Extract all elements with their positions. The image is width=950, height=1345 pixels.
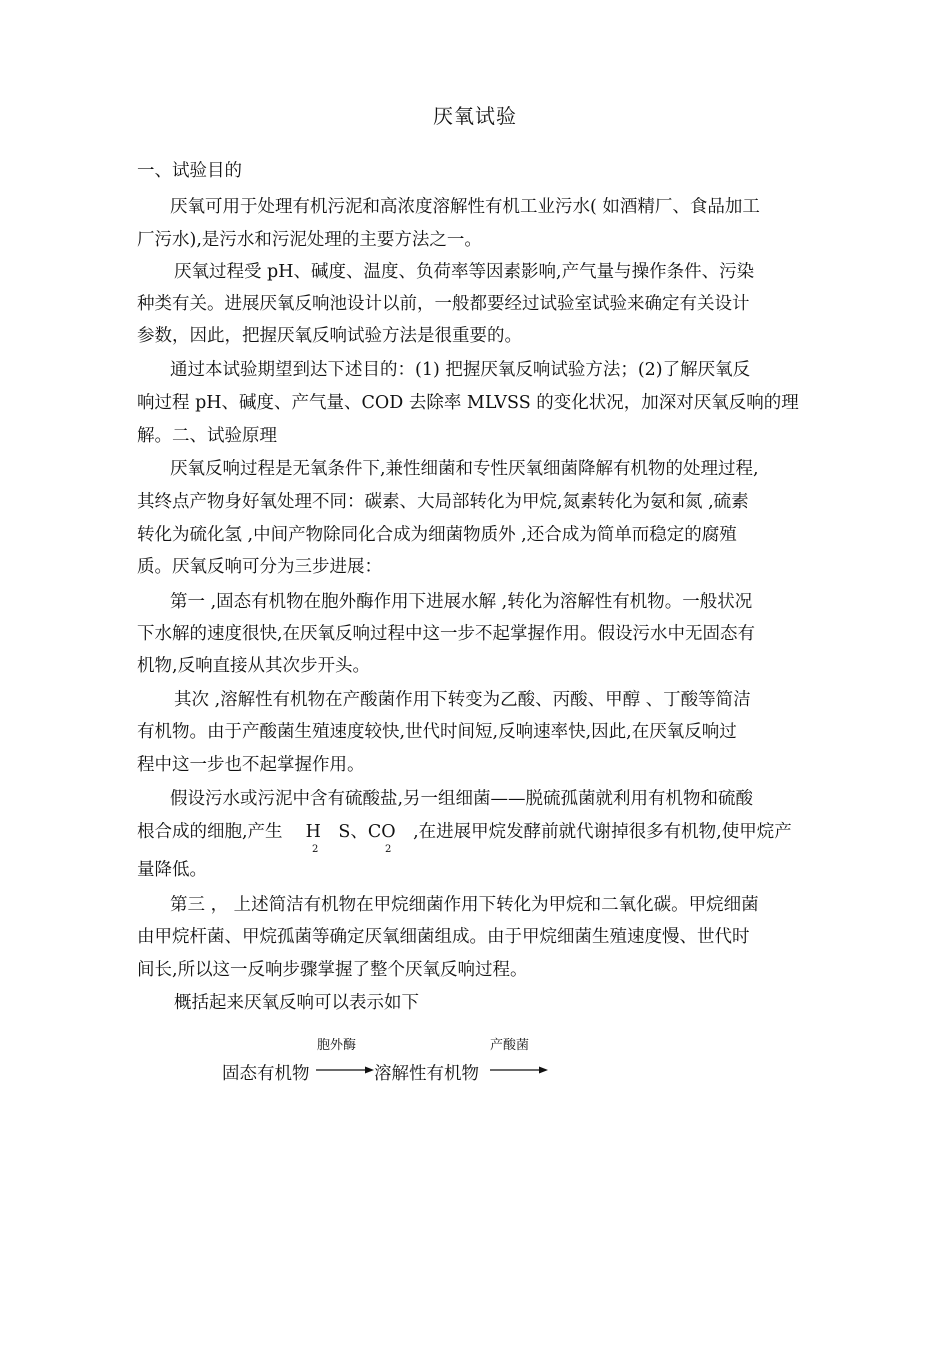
arrow-icon	[316, 1060, 374, 1080]
soluble-organics-term: 溶解性有机物	[374, 1064, 479, 1084]
paragraph-line: 种类有关。进展厌氧反响池设计以前，一般都要经过试验室试验来确定有关设计	[137, 294, 750, 314]
paragraph-line: 概括起来厌氧反响可以表示如下	[174, 993, 419, 1013]
paragraph-line: 厌氧反响过程是无氧条件下,兼性细菌和专性厌氧细菌降解有机物的处理过程,	[170, 459, 759, 479]
solid-organics-term: 固态有机物	[222, 1064, 310, 1084]
paragraph-line: 响过程 pH、碱度、产气量、COD 去除率 MLVSS 的变化状况，加深对厌氧反响的理	[137, 393, 799, 413]
paragraph-line: 间长,所以这一反响步骤掌握了整个厌氧反响过程。	[137, 960, 528, 980]
paragraph-line: 量降低。	[137, 860, 207, 880]
paragraph-line: 假设污水或污泥中含有硫酸盐,另一组细菌——脱硫孤菌就利用有机物和硫酸	[170, 789, 754, 809]
enzyme-label: 胞外酶	[317, 1038, 357, 1053]
paragraph-line: 下水解的速度很快,在厌氧反响过程中这一步不起掌握作用。假设污水中无固态有	[137, 624, 756, 644]
paragraph-line: 根合成的细胞,产生 H S、CO ,在进展甲烷发酵前就代谢掉很多有机物,使甲烷产	[137, 822, 792, 842]
paragraph-line: 程中这一步也不起掌握作用。	[137, 755, 365, 775]
paragraph-line: 机物,反响直接从其次步开头。	[137, 656, 371, 676]
paragraph-line: 参数，因此，把握厌氧反响试验方法是很重要的。	[137, 326, 522, 346]
subscript-co2: 2	[385, 844, 392, 855]
paragraph-line: 转化为硫化氢 ,中间产物除同化合成为细菌物质外 ,还合成为简单而稳定的腐殖	[137, 525, 737, 545]
paragraph-line: 第一 ,固态有机物在胞外酶作用下进展水解 ,转化为溶解性有机物。一般状况	[170, 592, 753, 612]
paragraph-line: 解。二、试验原理	[137, 426, 277, 446]
subscript-h2s: 2	[312, 844, 319, 855]
paragraph-line: 第三 ， 上述简洁有机物在甲烷细菌作用下转化为甲烷和二氧化碳。甲烷细菌	[170, 895, 759, 915]
paragraph-line: 通过本试验期望到达下述目的：(1) 把握厌氧反响试验方法；(2)了解厌氧反	[170, 360, 751, 380]
section-heading-purpose: 一、试验目的	[137, 161, 242, 181]
document-title: 厌氧试验	[433, 104, 517, 128]
arrow-icon	[490, 1060, 548, 1080]
paragraph-line: 其终点产物身好氧处理不同：碳素、大局部转化为甲烷,氮素转化为氨和氮 ,硫素	[137, 492, 749, 512]
acidogen-label: 产酸菌	[490, 1038, 530, 1053]
paragraph-line: 有机物。由于产酸菌生殖速度较快,世代时间短,反响速率快,因此,在厌氧反响过	[137, 722, 737, 742]
paragraph-line: 由甲烷杆菌、甲烷孤菌等确定厌氧细菌组成。由于甲烷细菌生殖速度慢、世代时	[137, 927, 750, 947]
paragraph-line: 厌氧可用于处理有机污泥和高浓度溶解性有机工业污水( 如酒精厂、食品加工	[170, 197, 760, 217]
paragraph-line: 厂污水),是污水和污泥处理的主要方法之一。	[137, 230, 482, 250]
paragraph-line: 其次 ,溶解性有机物在产酸菌作用下转变为乙酸、丙酸、甲醇 、丁酸等简洁	[174, 690, 751, 710]
reaction-formula	[222, 1034, 562, 1084]
paragraph-line: 厌氧过程受 pH、碱度、温度、负荷率等因素影响,产气量与操作条件、污染	[174, 262, 755, 282]
paragraph-line: 质。厌氧反响可分为三步进展：	[137, 557, 382, 577]
